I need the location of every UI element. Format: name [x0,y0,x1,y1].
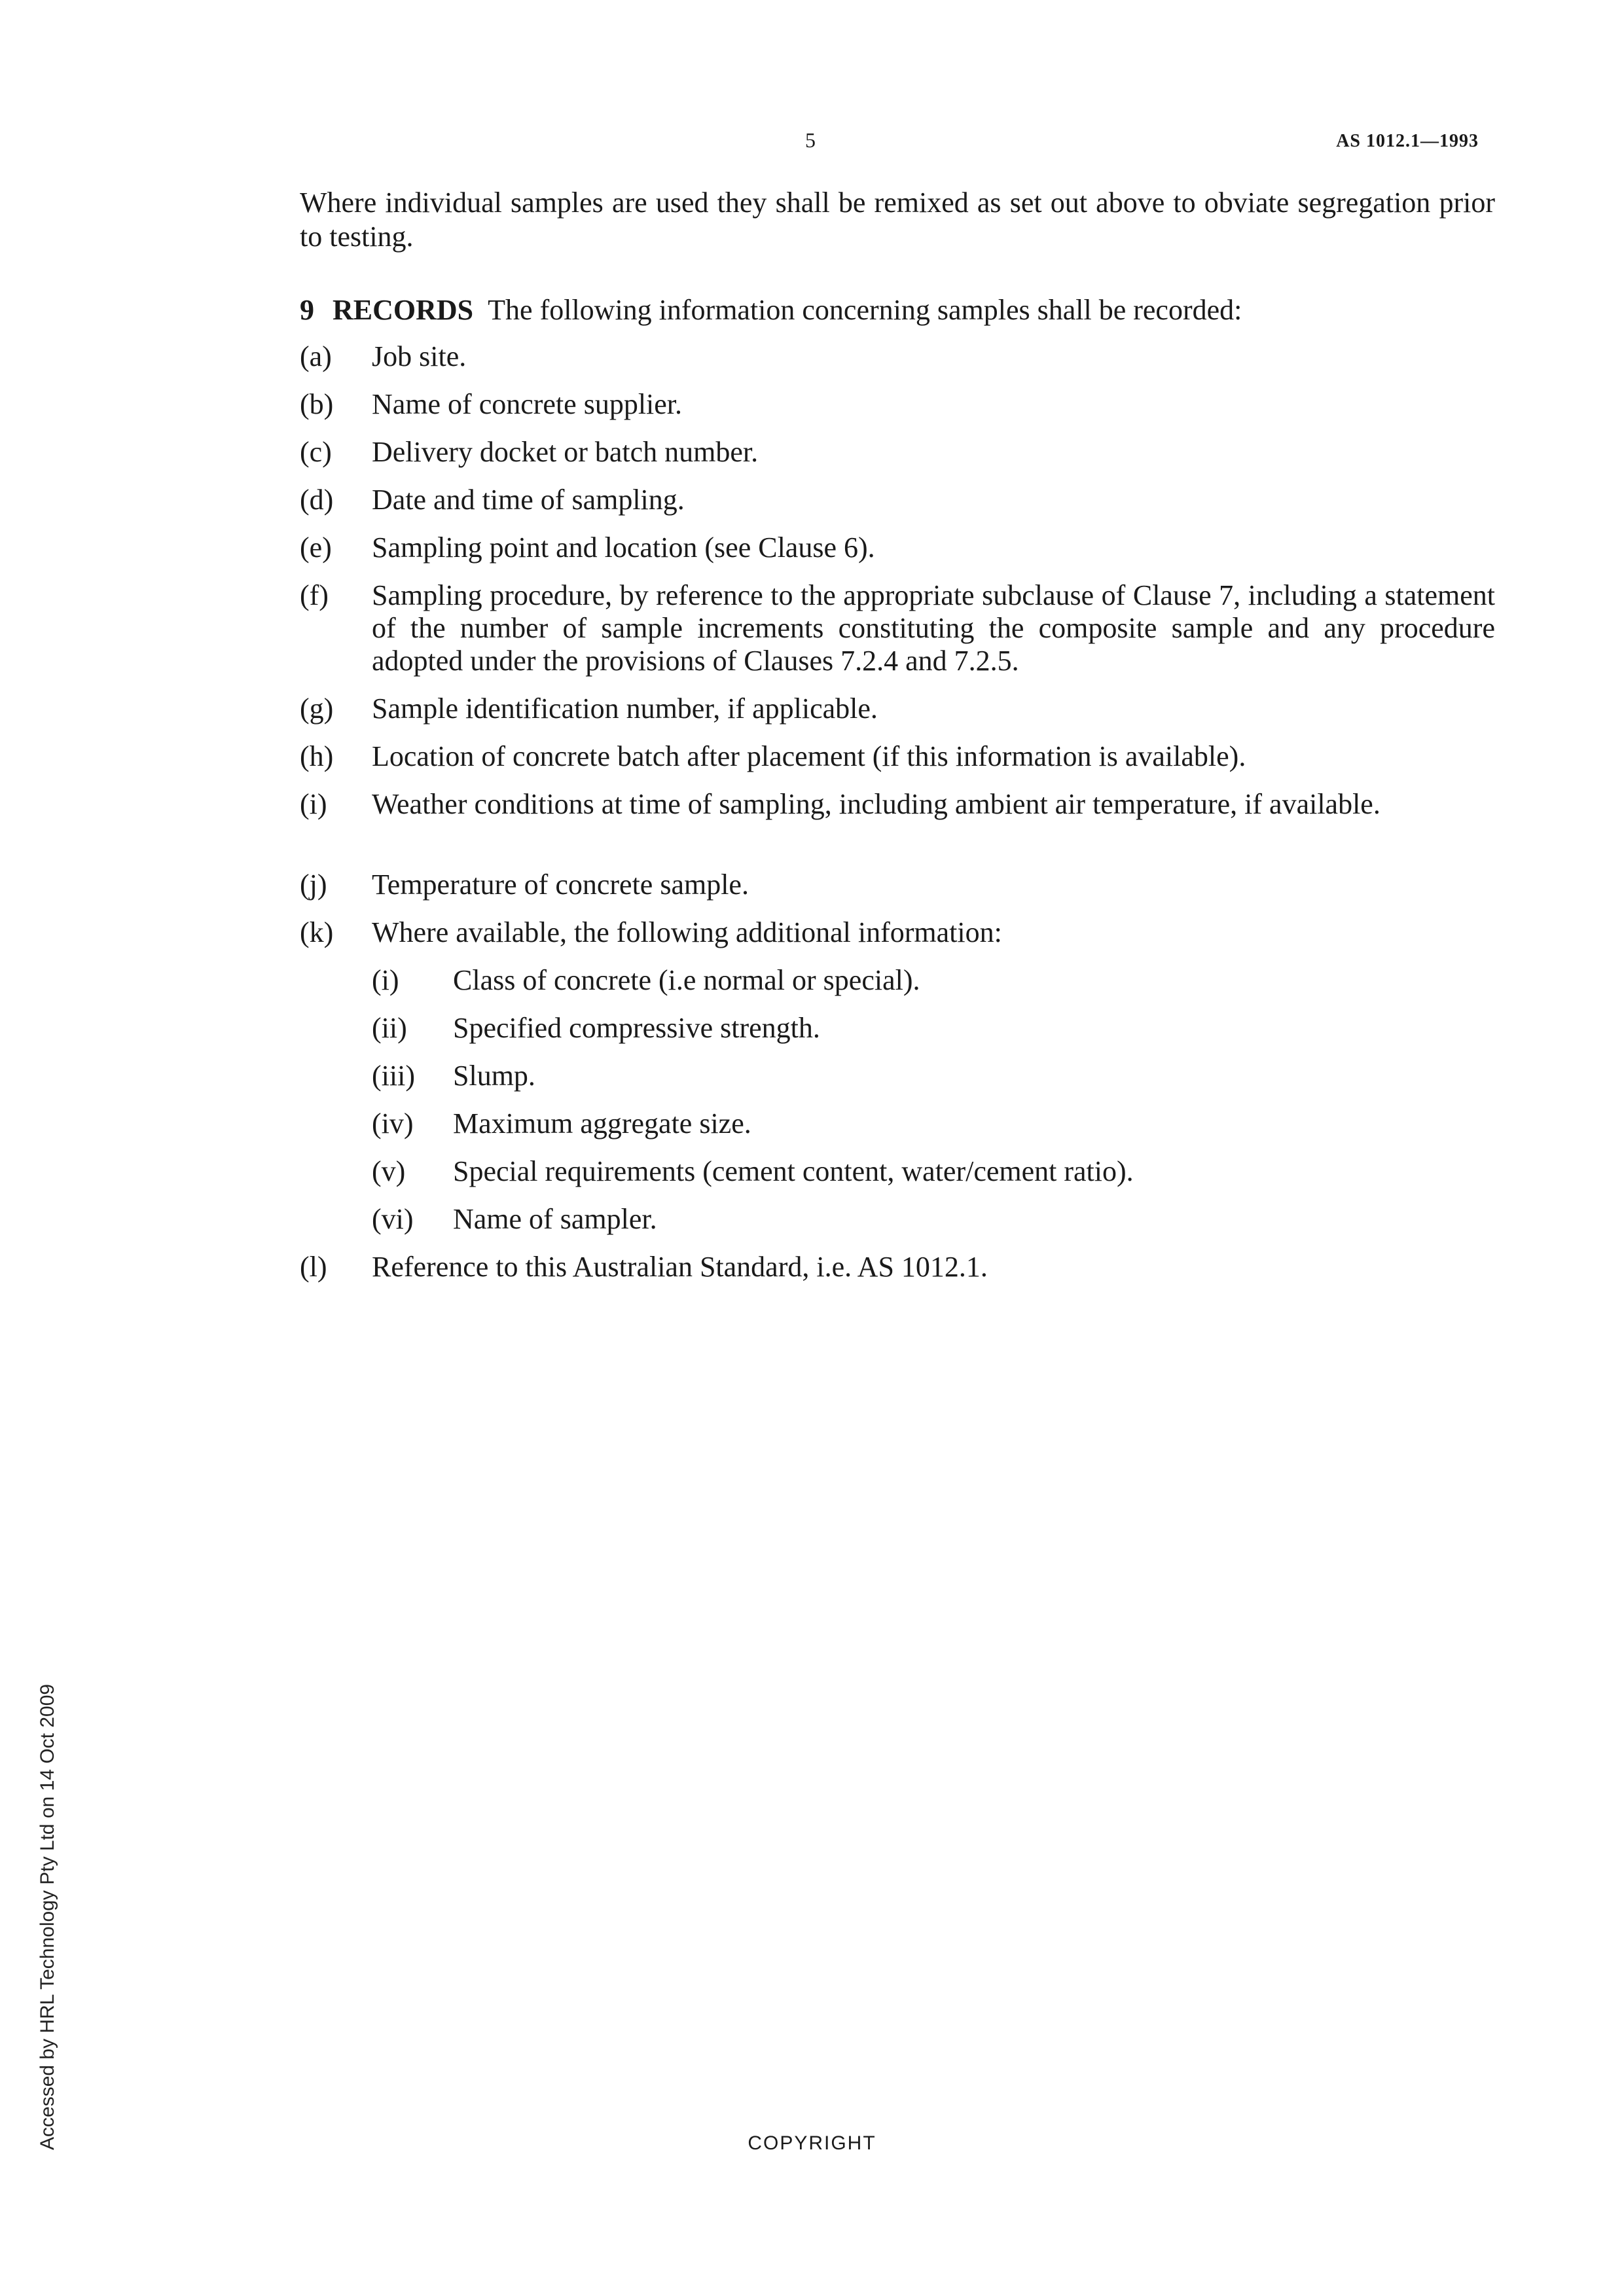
list-item-text: Where available, the following additional information: [372,916,1002,948]
list-item-label: (k) [300,916,334,948]
sub-list-item-label: (vi) [372,1203,414,1235]
clause-title: RECORDS [333,294,474,326]
page-number: 5 [805,128,816,152]
list-item-label: (d) [300,484,334,516]
sub-list-item-label: (ii) [372,1012,407,1044]
clause-lead-text: The following information concerning samples shall be recorded: [488,294,1242,326]
list-item-text: Temperature of concrete sample. [372,869,749,901]
list-item-label: (g) [300,692,334,725]
intro-paragraph: Where individual samples are used they shall be remixed as set out above to obviate segregation prior to testing. [300,187,1495,253]
list-item-label: (a) [300,340,332,372]
list-item-text: Location of concrete batch after placement (if this information is available). [372,740,1246,772]
list-item-text: Reference to this Australian Standard, i.e. AS 1012.1. [372,1251,988,1283]
list-item-text: Sample identification number, if applicable. [372,692,878,725]
sub-list-item-text: Slump. [453,1060,535,1092]
list-item-label: (b) [300,388,334,420]
sub-list-item-label: (i) [372,964,399,996]
sub-list-item-label: (v) [372,1155,406,1187]
list-item-label: (c) [300,436,332,468]
list-item-label: (f) [300,579,329,611]
list-item-text: Name of concrete supplier. [372,388,683,420]
sub-list-item-text: Class of concrete (i.e normal or special). [453,964,920,996]
list-item-label: (l) [300,1251,327,1283]
sub-list-item-label: (iv) [372,1107,414,1139]
document-id: AS 1012.1—1993 [1336,131,1479,151]
list-item-text: Sampling point and location (see Clause 6). [372,531,875,564]
list-item-label: (i) [300,788,327,820]
sub-list-item-text: Maximum aggregate size. [453,1107,751,1139]
clause-number: 9 [300,294,314,326]
list-item-text: Sampling procedure, by reference to the appropriate subclause of Clause 7, including a statement of the number of sample increments constituting the composite sample and any procedure adopted under the provisions of Clauses 7.2.4 and 7.2.5. [372,579,1495,677]
sub-list-item-text: Special requirements (cement content, water/cement ratio). [453,1155,1134,1187]
list-item-text: Weather conditions at time of sampling, including ambient air temperature, if available. [372,788,1380,820]
sub-list-item-text: Name of sampler. [453,1203,657,1235]
sub-list-item-text: Specified compressive strength. [453,1012,820,1044]
list-item-text: Delivery docket or batch number. [372,436,759,468]
list-item-label: (h) [300,740,334,772]
list-item-text: Job site. [372,340,467,372]
copyright-footer: COPYRIGHT [748,2132,876,2154]
list-item-text: Date and time of sampling. [372,484,685,516]
access-watermark-note: Accessed by HRL Technology Pty Ltd on 14 Oct 2009 [37,1683,58,2150]
clause-heading [300,293,1495,327]
list-item-label: (e) [300,531,332,564]
sub-list-item-label: (iii) [372,1060,415,1092]
list-item-label: (j) [300,869,327,901]
